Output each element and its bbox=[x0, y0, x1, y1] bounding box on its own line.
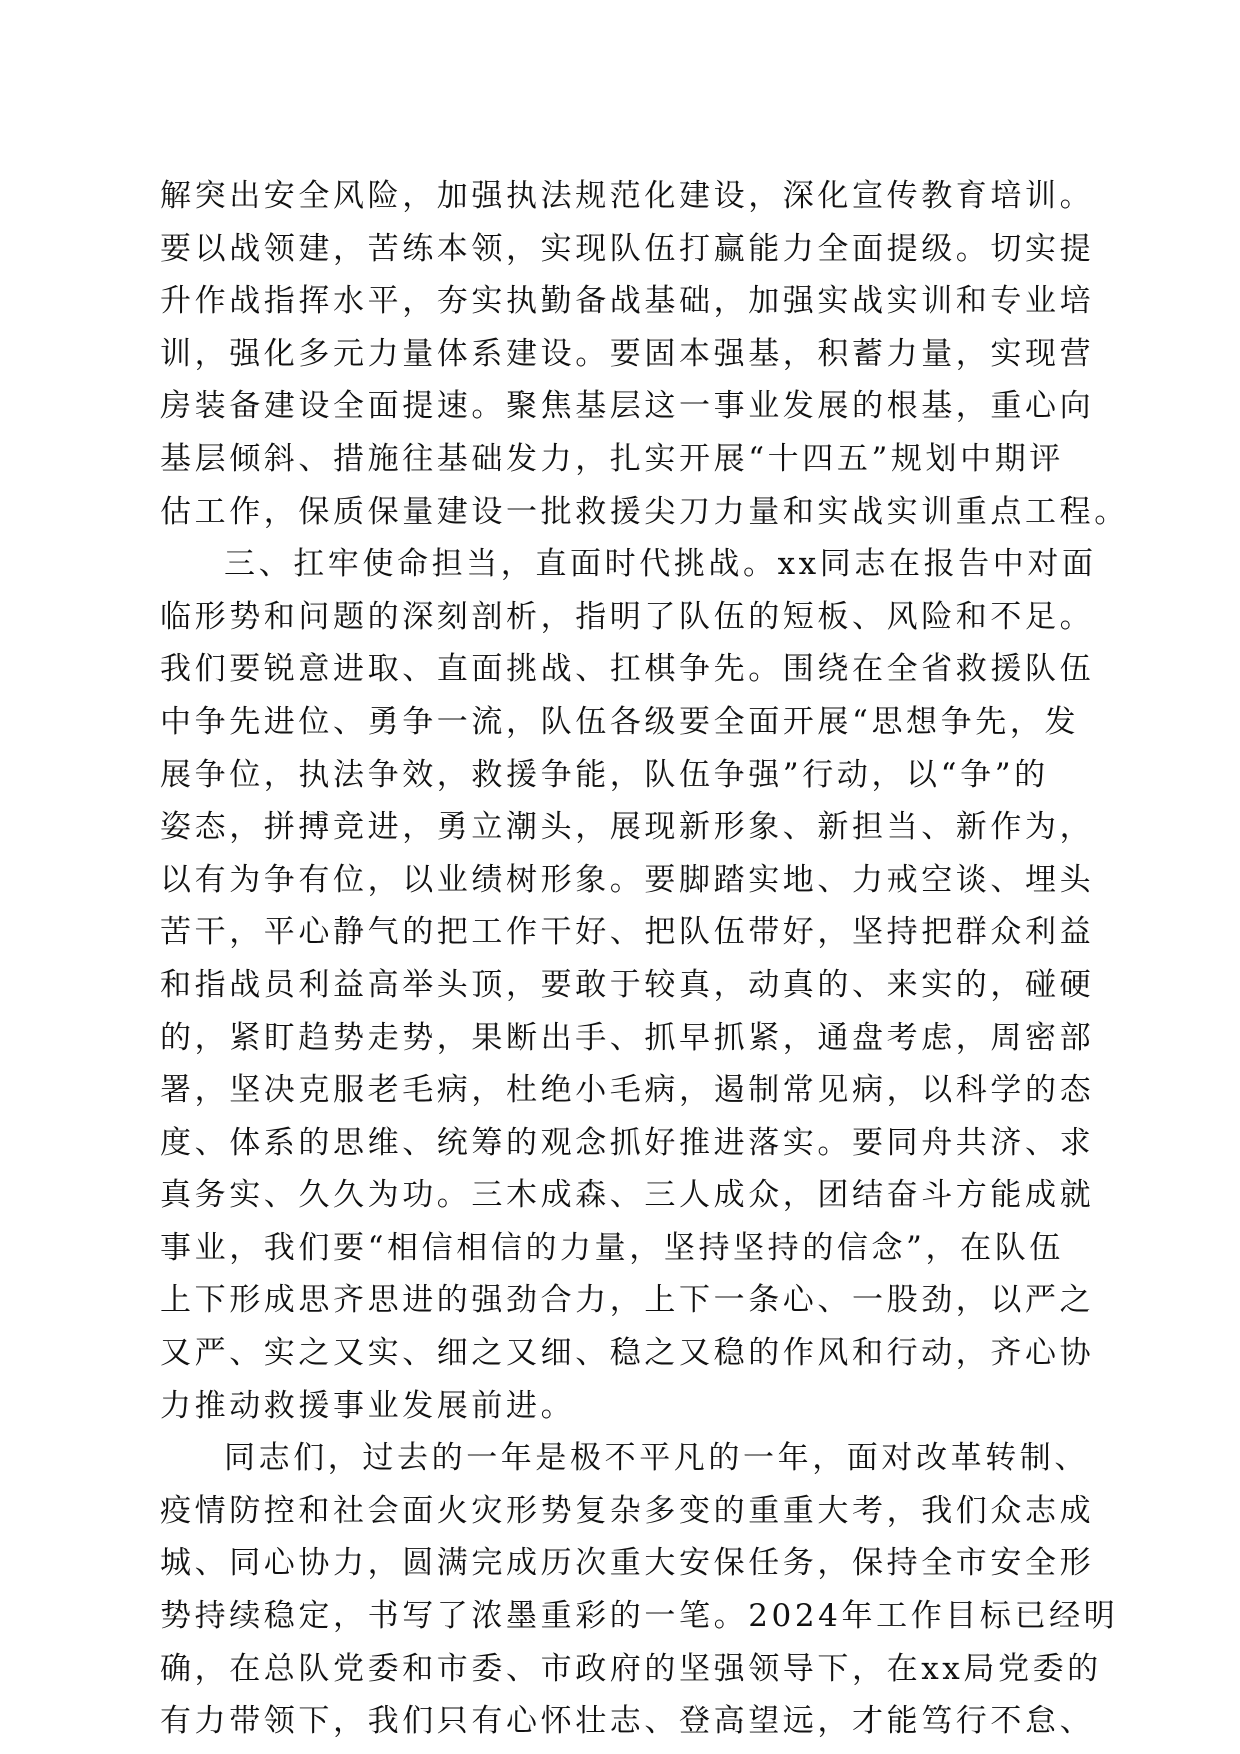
text-line: 城、同心协力，圆满完成历次重大安保任务，保持全市安全形 bbox=[160, 1545, 1095, 1582]
text-line: 解突出安全风险，加强执法规范化建设，深化宣传教育培训。 bbox=[160, 178, 1095, 214]
text-line: 训，强化多元力量体系建设。要固本强基，积蓄力量，实现营 bbox=[160, 335, 1095, 372]
text-line: 势持续稳定，书写了浓墨重彩的一笔。2024年工作目标已经明 bbox=[160, 1598, 1119, 1635]
text-line: 真务实、久久为功。三木成森、三人成众，团结奋斗方能成就 bbox=[160, 1177, 1095, 1214]
text-line: 确，在总队党委和市委、市政府的坚强领导下，在xx局党委的 bbox=[160, 1650, 1102, 1687]
text-line: 和指战员利益高举头顶，要敢于较真，动真的、来实的，碰硬 bbox=[160, 966, 1095, 1003]
text-line: 以有为争有位，以业绩树形象。要脚踏实地、力戒空谈、埋头 bbox=[160, 861, 1095, 898]
text-line: 基层倾斜、措施往基础发力，扎实开展“十四五”规划中期评 bbox=[160, 440, 1064, 477]
text-line: 估工作，保质保量建设一批救援尖刀力量和实战实训重点工程。 bbox=[160, 493, 1129, 530]
text-line: 姿态，拼搏竞进，勇立潮头，展现新形象、新担当、新作为， bbox=[160, 809, 1095, 846]
text-line: 房装备建设全面提速。聚焦基层这一事业发展的根基，重心向 bbox=[160, 388, 1095, 425]
paragraph-start-line: 同志们，过去的一年是极不平凡的一年，面对改革转制、 bbox=[224, 1440, 1089, 1477]
text-line: 有力带领下，我们只有心怀壮志、登高望远，才能笃行不怠、 bbox=[160, 1703, 1095, 1740]
text-line: 力推动救援事业发展前进。 bbox=[160, 1387, 576, 1424]
text-line: 临形势和问题的深刻剖析，指明了队伍的短板、风险和不足。 bbox=[160, 598, 1095, 635]
text-line: 度、体系的思维、统筹的观念抓好推进落实。要同舟共济、求 bbox=[160, 1124, 1095, 1161]
text-line: 疫情防控和社会面火灾形势复杂多变的重重大考，我们众志成 bbox=[160, 1492, 1095, 1529]
text-line: 署，坚决克服老毛病，杜绝小毛病，遏制常见病，以科学的态 bbox=[160, 1072, 1095, 1109]
text-line: 展争位，执法争效，救援争能，队伍争强”行动，以“争”的 bbox=[160, 756, 1049, 793]
text-line: 中争先进位、勇争一流，队伍各级要全面开展“思想争先，发 bbox=[160, 703, 1080, 740]
body-text bbox=[160, 170, 1129, 1748]
text-line: 升作战指挥水平，夯实执勤备战基础，加强实战实训和专业培 bbox=[160, 283, 1095, 320]
text-line: 又严、实之又实、细之又细、稳之又稳的作风和行动，齐心协 bbox=[160, 1335, 1095, 1372]
text-line: 上下形成思齐思进的强劲合力，上下一条心、一股劲，以严之 bbox=[160, 1282, 1095, 1319]
text-line: 苦干，平心静气的把工作干好、把队伍带好，坚持把群众利益 bbox=[160, 914, 1095, 951]
text-line: 事业，我们要“相信相信的力量，坚持坚持的信念”，在队伍 bbox=[160, 1229, 1064, 1266]
text-line: 我们要锐意进取、直面挑战、扛棋争先。围绕在全省救援队伍 bbox=[160, 651, 1095, 688]
text-line: 的，紧盯趋势走势，果断出手、抓早抓紧，通盘考虑，周密部 bbox=[160, 1019, 1095, 1056]
text-line: 要以战领建，苦练本领，实现队伍打赢能力全面提级。切实提 bbox=[160, 230, 1095, 267]
paragraph-start-line: 三、扛牢使命担当，直面时代挑战。xx同志在报告中对面 bbox=[224, 546, 1097, 583]
